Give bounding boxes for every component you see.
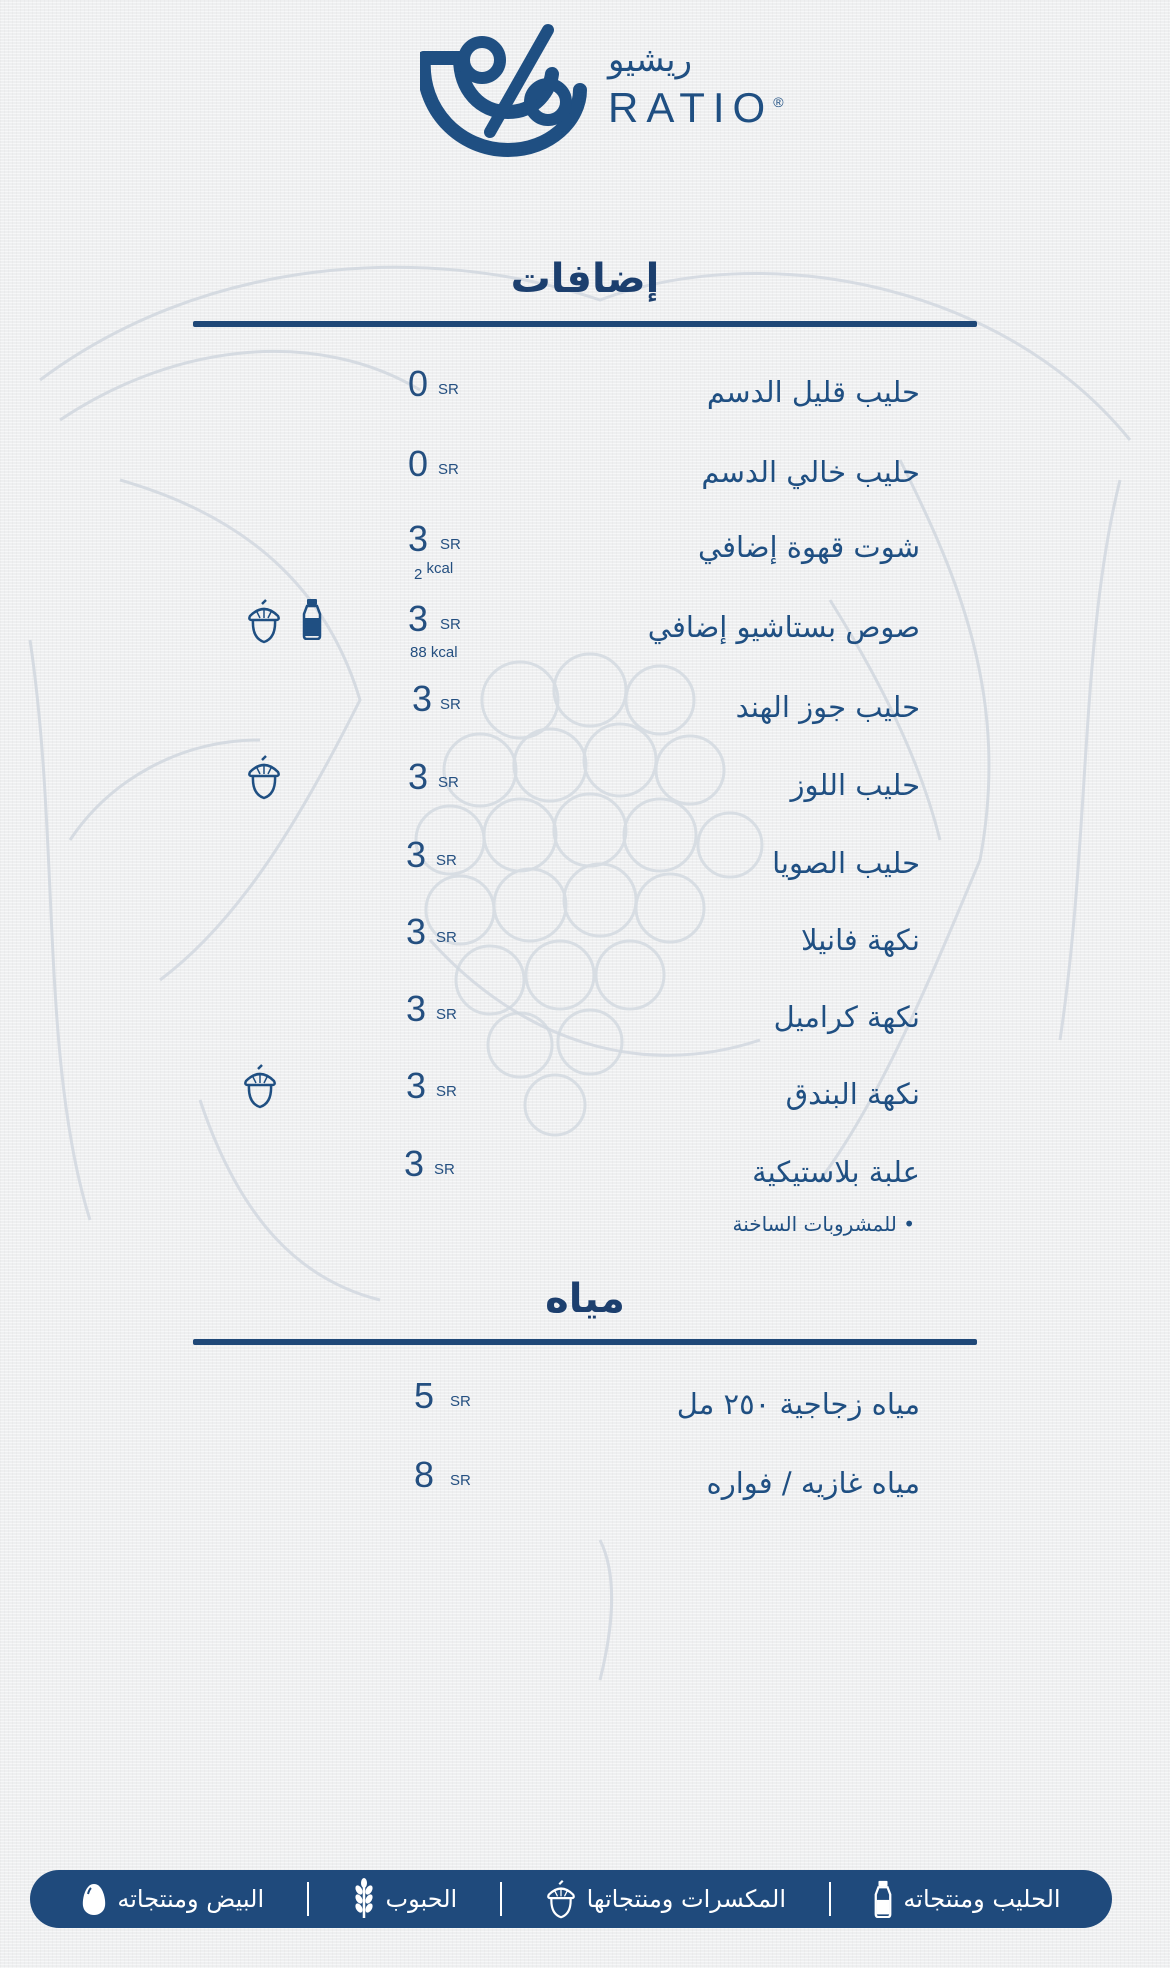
nut-icon — [242, 1063, 278, 1109]
menu-item — [0, 1065, 1170, 1147]
item-name: علبة بلاستيكية — [752, 1155, 920, 1189]
item-currency: SR — [436, 1006, 457, 1023]
menu-item — [0, 363, 1170, 445]
menu-item — [0, 598, 1170, 680]
item-name: مياه غازيه / فواره — [706, 1466, 920, 1500]
allergen-legend — [30, 1870, 1112, 1928]
item-price: 3 — [412, 678, 433, 719]
legend-item-milk — [873, 1880, 1060, 1918]
section-title-water: مياه — [545, 1276, 625, 1322]
nut-icon — [246, 598, 282, 644]
item-price: 3 — [406, 988, 427, 1029]
item-name: حليب جوز الهند — [735, 690, 920, 724]
legend-label: البيض ومنتجاته — [117, 1885, 265, 1913]
menu-item — [0, 518, 1170, 600]
milk-bottle-icon — [873, 1880, 893, 1918]
item-name: نكهة كراميل — [773, 1000, 920, 1034]
item-price: 3 — [408, 518, 429, 559]
footnote-hot-drinks: • للمشروبات الساخنة — [732, 1212, 915, 1236]
menu-item — [0, 1375, 1170, 1457]
item-calories: 2 $^{kcal}$ — [414, 560, 454, 583]
legend-divider — [500, 1882, 502, 1916]
item-price: 3 — [406, 834, 427, 875]
menu-item — [0, 911, 1170, 993]
item-currency: SR — [436, 1083, 457, 1100]
item-currency: SR — [450, 1393, 471, 1410]
item-name: حليب اللوز — [790, 768, 920, 802]
item-name: نكهة البندق — [785, 1077, 920, 1111]
item-price: 0 — [408, 443, 429, 484]
item-currency: SR — [440, 616, 461, 633]
menu-item — [0, 443, 1170, 525]
item-name: مياه زجاجية ٢٥٠ مل — [676, 1387, 920, 1421]
item-price: 3 — [406, 1065, 427, 1106]
menu-item — [0, 988, 1170, 1070]
menu-item — [0, 834, 1170, 916]
item-currency: SR — [436, 929, 457, 946]
item-price: 3 — [408, 598, 429, 639]
item-name: حليب الصويا — [772, 846, 920, 880]
legend-label: المكسرات ومنتجاتها — [586, 1885, 787, 1913]
item-currency: SR — [438, 774, 459, 791]
section-title-additions: إضافات — [510, 256, 660, 302]
legend-item-grains — [352, 1878, 458, 1920]
menu-item — [0, 678, 1170, 760]
legend-label: الحليب ومنتجاته — [903, 1885, 1061, 1913]
milk-bottle-icon — [302, 598, 322, 640]
menu-item — [0, 756, 1170, 838]
item-name: صوص بستاشيو إضافي — [647, 610, 920, 644]
registered-mark: ® — [773, 94, 784, 110]
wheat-icon — [352, 1878, 376, 1920]
item-name: حليب خالي الدسم — [701, 455, 920, 489]
nut-icon — [545, 1879, 577, 1919]
item-price: 5 — [414, 1375, 435, 1416]
item-currency: SR — [440, 696, 461, 713]
section-divider — [193, 1339, 977, 1345]
item-currency: SR — [450, 1472, 471, 1489]
egg-icon — [81, 1882, 107, 1916]
brand-name-arabic: ريشيو — [608, 40, 693, 80]
legend-item-eggs — [81, 1882, 264, 1916]
nut-icon — [246, 754, 282, 800]
brand-name-english: RATIO® — [608, 84, 784, 131]
legend-divider — [307, 1882, 309, 1916]
item-currency: SR — [438, 461, 459, 478]
menu-item — [0, 1454, 1170, 1536]
item-name: حليب قليل الدسم — [706, 375, 920, 409]
item-currency: SR — [440, 536, 461, 553]
section-divider — [193, 321, 977, 327]
item-price: 3 — [404, 1143, 425, 1184]
item-price: 8 — [414, 1454, 435, 1495]
item-currency: SR — [438, 381, 459, 398]
item-name: نكهة فانيلا — [800, 923, 920, 957]
legend-label: الحبوب — [385, 1885, 458, 1913]
item-currency: SR — [434, 1161, 455, 1178]
legend-item-nuts — [545, 1879, 786, 1919]
item-price: 0 — [408, 363, 429, 404]
menu-item — [0, 1143, 1170, 1225]
item-calories: 88 kcal — [410, 644, 458, 661]
item-price: 3 — [408, 756, 429, 797]
item-currency: SR — [436, 852, 457, 869]
legend-divider — [829, 1882, 831, 1916]
item-price: 3 — [406, 911, 427, 952]
item-name: شوت قهوة إضافي — [698, 530, 920, 564]
